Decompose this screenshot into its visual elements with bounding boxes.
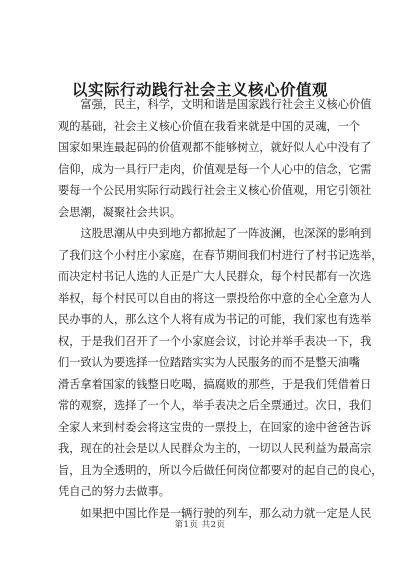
document-title: 以实际行动践行社会主义核心价值观 xyxy=(71,81,328,99)
paragraph-line: 富强，民主，科学，文明和谐是国家践行社会主义核心价值 xyxy=(58,98,372,111)
paragraph-line: 了我们这个小村庄小家庭，在春节期间我们村进行了村书记选举， xyxy=(58,248,383,262)
paragraph-line: 权，于是我们召开了一个小家庭会议，讨论并举手表决一下，我 xyxy=(58,334,372,348)
paragraph-line: 全家人来到村委会将这宝贵的一票投上，在回家的途中爸爸告诉 xyxy=(58,420,372,434)
paragraph-line: 这股思潮从中央到地方都掀起了一阵波澜，也深深的影响到 xyxy=(58,227,372,240)
paragraph-line: 我，现在的社会是以人民群众为主的，一切以人民利益为最高宗 xyxy=(58,442,372,455)
paragraph-1 xyxy=(58,94,372,223)
paragraph-line: 滑舌拿着国家的钱整日吃喝，搞腐败的那些，于是我们凭借着日 xyxy=(58,377,372,391)
paragraph-line: 而决定村书记人选的人正是广大人民群众，每个村民都有一次选 xyxy=(58,270,372,283)
document-body xyxy=(58,94,383,524)
paragraph-line: 凭自己的努力去做事。 xyxy=(58,485,170,498)
paragraph-line: 旨，且为全透明的，所以今后做任何岗位都要对的起自己的良心， xyxy=(58,463,383,477)
paragraph-line: 民办事的人，那么这个人将有成为书记的可能，我们家也有选举 xyxy=(58,313,372,326)
paragraph-line: 会思潮，凝聚社会共识。 xyxy=(58,205,182,219)
paragraph-line: 信仰，成为一具行尸走肉，价值观是每一个人心中的信念，它需 xyxy=(58,162,372,176)
paragraph-line: 观的基础，社会主义核心价值在我看来就是中国的灵魂，一个 xyxy=(58,119,361,133)
paragraph-line: 举权，每个村民可以自由的将这一票投给你中意的全心全意为人 xyxy=(58,291,372,305)
paragraph-line: 如果把中国比作是一辆行驶的列车，那么动力就一定是人民 xyxy=(58,506,372,520)
paragraph-2 xyxy=(58,223,383,503)
paragraph-line: 国家如果连最起码的价值观都不能够树立，就好似人心中没有了 xyxy=(58,141,372,154)
paragraph-line: 们一致认为要选择一位踏踏实实为人民服务的而不是整天油嘴 xyxy=(58,356,361,369)
paragraph-line: 要每一个公民用实际行动践行社会主义核心价值观，用它引领社 xyxy=(58,184,372,197)
page-footer: 第1页 共2页 xyxy=(174,520,226,530)
paragraph-line: 常的观察，选择了一个人，举手表决之后全票通过。次日，我们 xyxy=(58,399,372,412)
